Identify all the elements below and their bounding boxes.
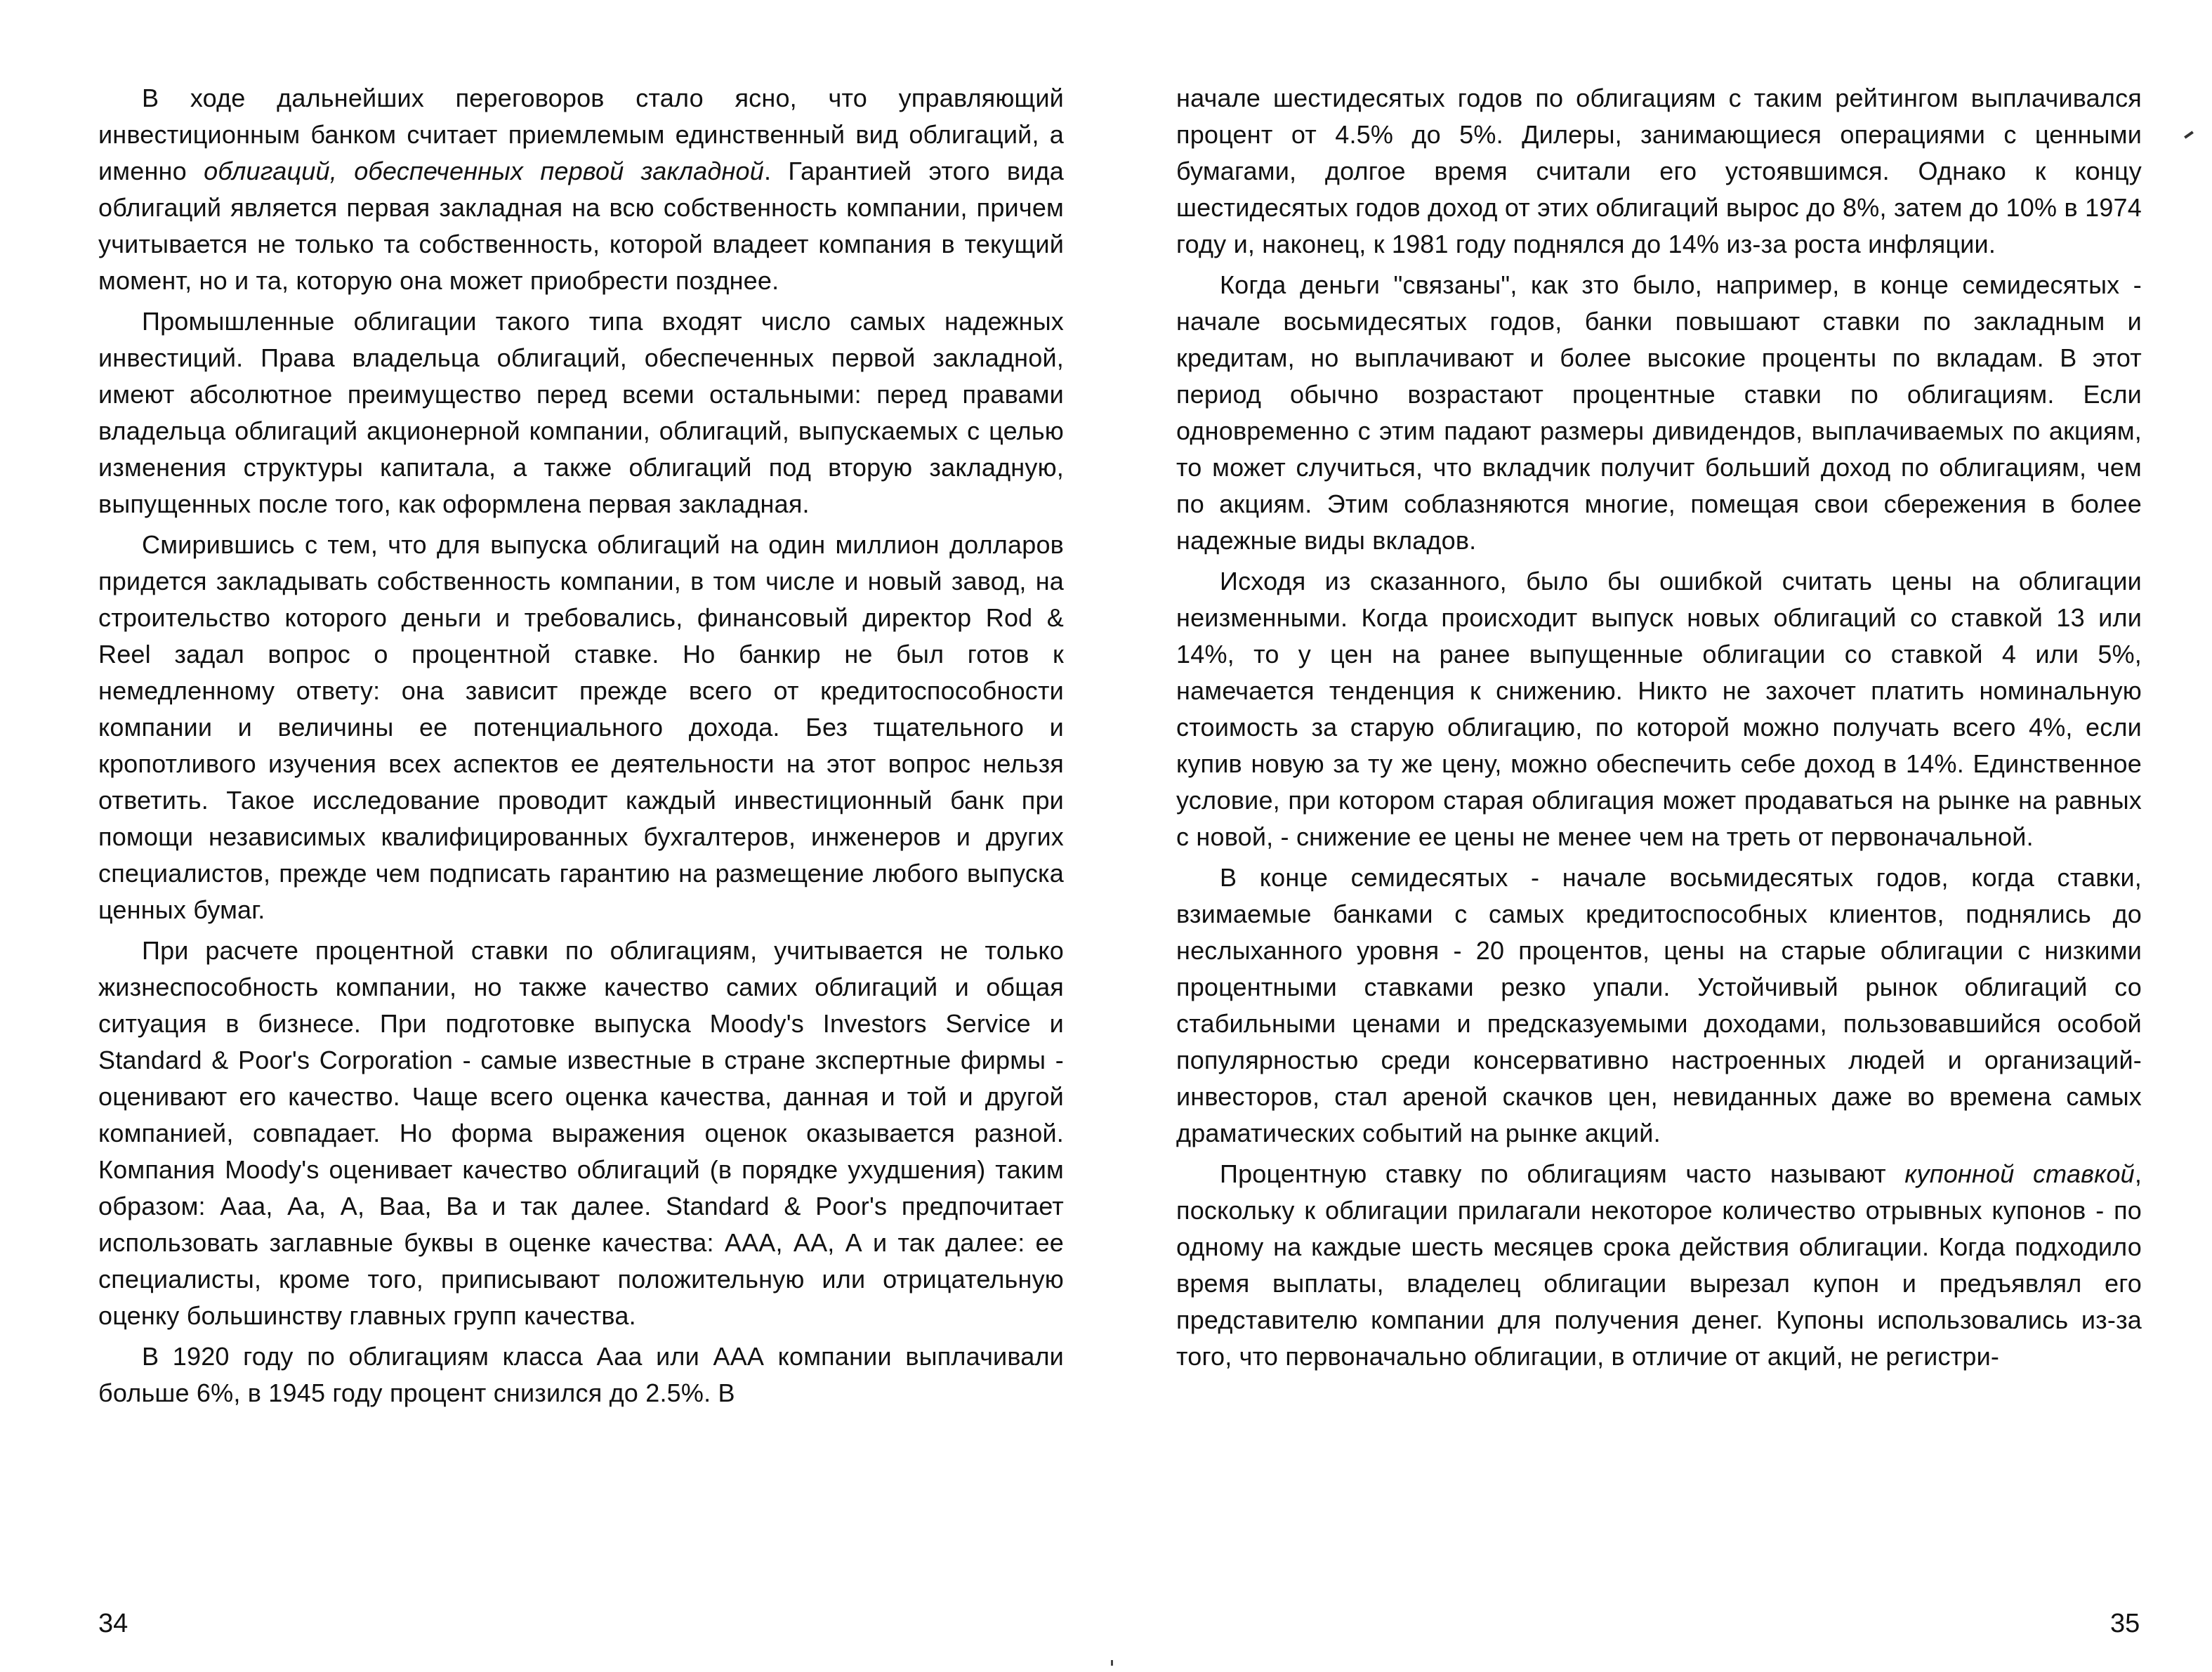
paragraph: начале шестидесятых годов по облигациям с таким рейтингом выплачивался процент от 4.5% до 5%. Дилеры, занимающиеся операциями с ценными бумагами, долгое время считали его устоявшимся. Однако к концу шестидесятых годов доход от этих облигаций вырос до 8%, затем до 10% в 1974 году и, наконец, к 1981 году поднялся до 14% из-за роста инфляции. — [1176, 84, 2142, 258]
left-text-column — [98, 80, 1064, 1416]
page-number: 35 — [2110, 1609, 2140, 1638]
gutter-mark — [1111, 1660, 1113, 1666]
page-number: 34 — [98, 1609, 129, 1638]
paragraph: Смирившись с тем, что для выпуска облигаций на один миллион долларов придется закладывать собственность компании, в том числе и новый завод, на строительство которого деньги и требовались, финансовый директор Rod & Reel задал вопрос о процентной ставке. Но банкир не был готов к немедленному ответу: она зависит прежде всего от кредитоспособности компании и величины ее потенциального дохода. Без тщательного и кропотливого изучения всех аспектов ее деятельности на этот вопрос нельзя ответить. Такое исследование проводит каждый инвестиционный банк при помощи независимых квалифицированных бухгалтеров, инженеров и других специалистов, прежде чем подписать гарантию на размещение любого выпуска ценных бумаг. — [98, 530, 1064, 924]
emphasized-term: облигаций, обеспеченных первой закладной — [204, 157, 764, 185]
paragraph: Исходя из сказанного, было бы ошибкой считать цены на облигации неизменными. Когда происходит выпуск новых облигаций со ставкой 13 или 14%, то у цен на ранее выпущенные облигации со ставкой 4 или 5%, намечается тенденция к снижению. Никто не захочет платить номинальную стоимость за старую облигацию, по которой можно получать всего 4%, если купив новую за ту же цену, можно обеспечить себе доход в 14%. Единственное условие, при котором старая облигация может продаваться на рынке на равных с новой, - снижение ее цены не менее чем на треть от первоначальной. — [1176, 567, 2142, 851]
paragraph: Промышленные облигации такого типа входят число самых надежных инвестиций. Права владельца облигаций, обеспеченных первой закладной, имеют абсолютное преимущество перед всеми остальными: перед правами владельца облигаций акционерной компании, облигаций, выпускаемых с целью изменения структуры капитала, а также облигаций под вторую закладную, выпущенных после того, как оформлена первая закладная. — [98, 307, 1064, 518]
paragraph: В ходе дальнейших переговоров стало ясно, что управляющий инвестиционным банком считает приемлемым единственный вид облигаций, а именно облигаций, обеспеченных первой закладной. Гарантией этого вида облигаций является первая закладная на всю собственность компании, причем учитывается не только та собственность, которой владеет компания в текущий момент, но и та, которую она может приобрести позднее. — [98, 84, 1064, 295]
right-page — [1106, 0, 2212, 1672]
paragraph: Процентную ставку по облигациям часто называют купонной ставкой, поскольку к облигации прилагали некоторое количество отрывных купонов - по одному на каждые шесть месяцев срока действия облигации. Когда подходило время выплаты, владелец облигации вырезал купон и предъявлял его представителю компании для получения денег. Купоны использовались из-за того, что первоначально облигации, в отличие от акций, не регистри- — [1176, 1159, 2142, 1371]
right-text-column — [1176, 80, 2142, 1379]
paragraph: В конце семидесятых - начале восьмидесятых годов, когда ставки, взимаемые банками с самых кредитоспособных клиентов, поднялись до неслыханного уровня - 20 процентов, цены на старые облигации с низкими процентными ставками резко упали. Устойчивый рынок облигаций со стабильными ценами и предсказуемыми доходами, пользовавшийся особой популярностью среди консервативно настроенных людей и организаций-инвесторов, стал ареной скачков цен, невиданных даже во времена самых драматических событий на рынке акций. — [1176, 863, 2142, 1147]
paragraph: При расчете процентной ставки по облигациям, учитывается не только жизнеспособность компании, но также качество самих облигаций и общая ситуация в бизнесе. При подготовке выпуска Moody's Investors Service и Standard & Poor's Corporation - самые известные в стране зкспертные фирмы - оценивают его качество. Чаще всего оценка качества, данная и той и другой компанией, совпадает. Но форма выражения оценок оказывается разной. Компания Moody's оценивает качество облигаций (в порядке ухудшения) таким образом: Ааа, Аа, А, Ваа, Ва и так далее. Standard & Poor's предпочитает использовать заглавные буквы в оценке качества: ААА, АА, А и так далее: ее специалисты, кроме того, приписывают положительную или отрицательную оценку большинству главных групп качества. — [98, 936, 1064, 1330]
paragraph: В 1920 году по облигациям класса Ааа или ААА компании выплачивали больше 6%, в 1945 году процент снизился до 2.5%. В — [98, 1342, 1064, 1407]
paragraph: Когда деньги "связаны", как зто было, например, в конце семидесятых - начале восьмидесятых годов, банки повышают ставки по закладным и кредитам, но выплачивают и более высокие проценты по вкладам. В этот период обычно возрастают процентные ставки по облигациям. Если одновременно с этим падают размеры дивидендов, выплачиваемых по акциям, то может случиться, что вкладчик получит больший доход по облигациям, чем по акциям. Этим соблазняются многие, помещая свои сбережения в более надежные виды вкладов. — [1176, 270, 2142, 555]
emphasized-term: купонной ставкой — [1904, 1159, 2135, 1188]
